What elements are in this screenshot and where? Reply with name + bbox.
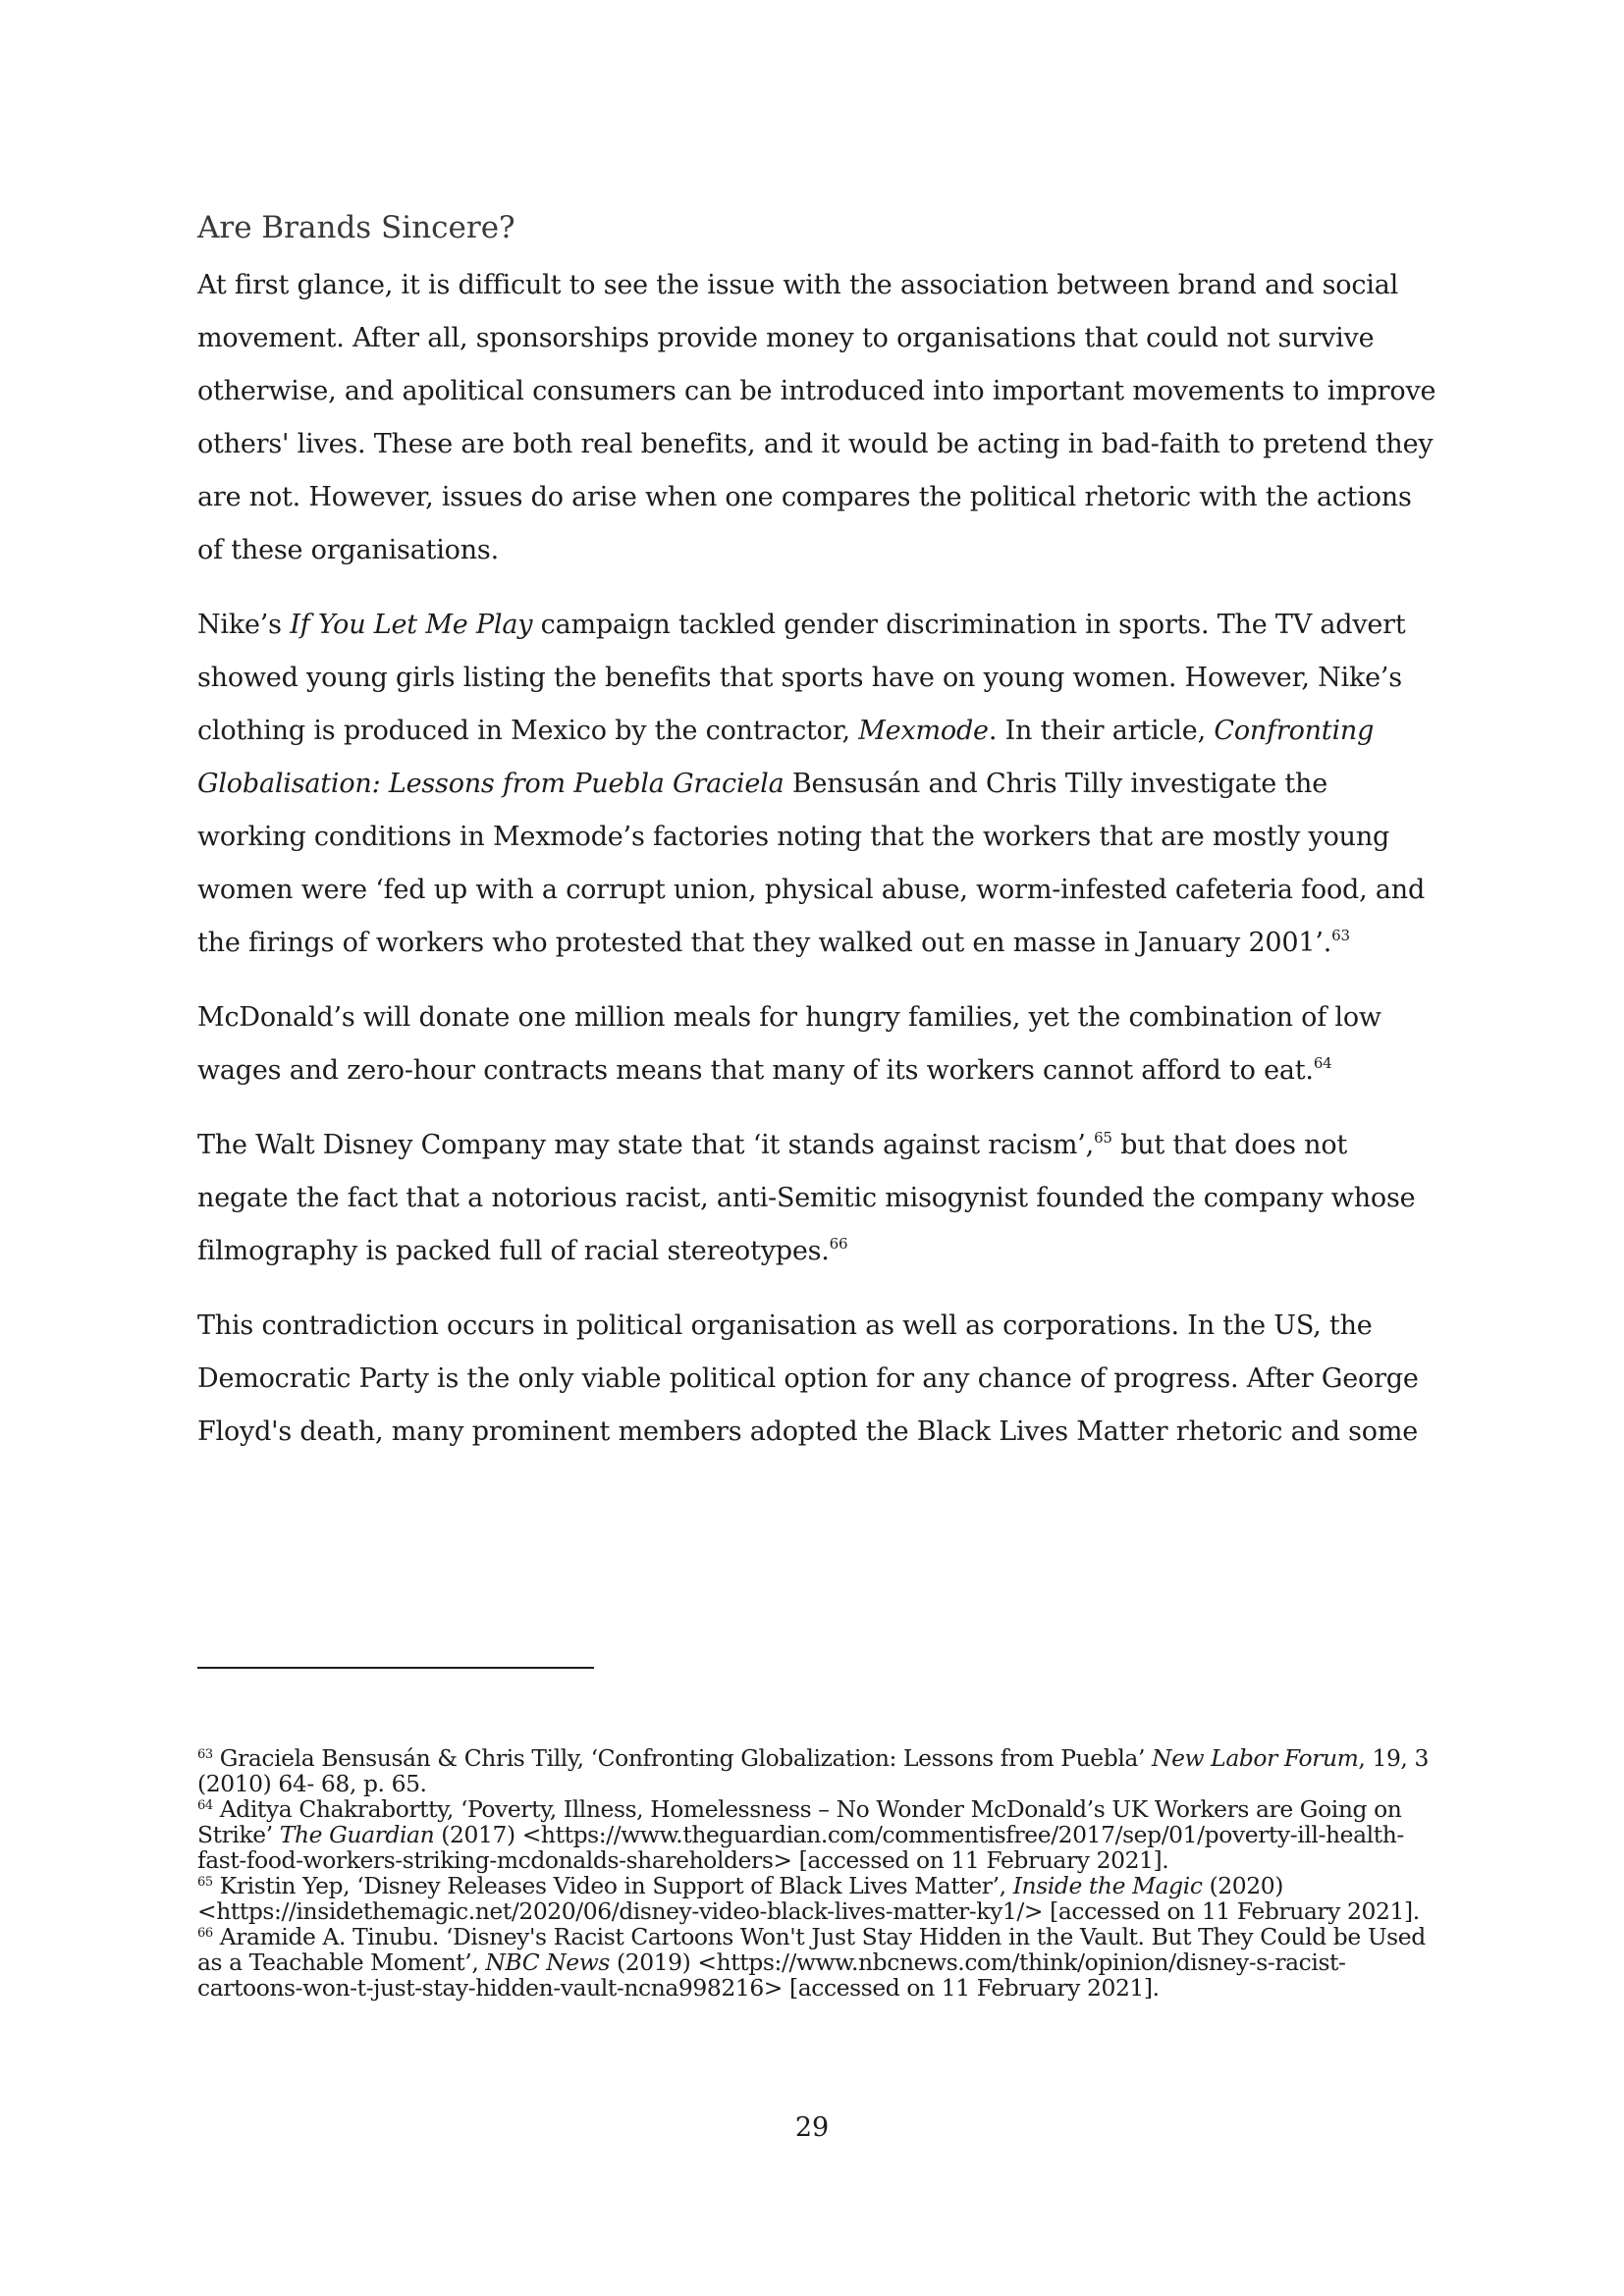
text-run: Graciela Bensusán & Chris Tilly, ‘Confronting Globalization: Lessons from Puebla’: [212, 1744, 1153, 1772]
footnote-63: [197, 1745, 1436, 1796]
italic-title: The Guardian: [279, 1821, 435, 1848]
text-run: McDonald’s will donate one million meals for hungry families, yet the combination of low wages and zero-hour contracts means that many of its workers cannot afford to eat.: [197, 1002, 1381, 1086]
text-run: Bensusán and Chris Tilly investigate the working conditions in Mexmode’s factories noting that the workers that are mostly young women were ‘fed up with a corrupt union, physical abuse, worm-infested cafeteria food, and the firings of workers who protested that they walked out en masse in January 2001’.: [197, 769, 1426, 958]
italic-title: Confronting Globalisation: Lessons from Puebla Graciela: [197, 716, 1375, 799]
text-run: (2019) <https://www.nbcnews.com/think/opinion/disney-s-racist-cartoons-won-t-just-stay-hidden-vault-ncna998216> [accessed on 11 February 2021].: [197, 1949, 1346, 2002]
paragraph-4: [197, 1119, 1436, 1278]
footnote-65: [197, 1873, 1436, 1924]
paragraph-2: [197, 599, 1436, 970]
paragraph-5: This contradiction occurs in political organisation as well as corporations. In the US, the Democratic Party is the only viable political option for any chance of progress. After George Floyd's death, many prominent members adopted the Black Lives Matter rhetoric and some: [197, 1310, 1419, 1447]
text-run: but that does not negate the fact that a notorious racist, anti-Semitic misogynist founded the company whose filmography is packed full of racial stereotypes.: [197, 1130, 1416, 1266]
text-run: Aditya Chakrabortty, ‘Poverty, Illness, Homelessness – No Wonder McDonald’s UK Workers are Going on Strike’: [197, 1795, 1402, 1848]
body-content: [197, 208, 1436, 1480]
footnote-number: 66: [197, 1926, 213, 1941]
text-run: (2017) <https://www.theguardian.com/commentisfree/2017/sep/01/poverty-ill-health-fast-food-workers-striking-mcdonalds-shareholders> [accessed on 11 February 2021].: [197, 1821, 1404, 1874]
text-run: Aramide A. Tinubu. ‘Disney's Racist Cartoons Won't Just Stay Hidden in the Vault. But They Could be Used as a Teachable Moment’,: [197, 1923, 1426, 1976]
text-run: , 19, 3 (2010) 64- 68, p. 65.: [197, 1744, 1429, 1797]
footnote-ref-65[interactable]: 65: [1094, 1129, 1112, 1147]
section-heading: Are Brands Sincere?: [197, 210, 515, 245]
footnote-64: [197, 1796, 1436, 1873]
text-run: Nike’s: [197, 610, 291, 640]
italic-title: Mexmode: [858, 716, 989, 746]
footnote-ref-63[interactable]: 63: [1331, 927, 1350, 944]
text-run: The Walt Disney Company may state that ‘it stands against racism’,: [197, 1130, 1095, 1160]
italic-title: Inside the Magic: [1012, 1872, 1203, 1899]
text-run: (2020) <https://insidethemagic.net/2020/06/disney-video-black-lives-matter-ky1/> [accessed on 11 February 2021].: [197, 1872, 1420, 1925]
text-run: Kristin Yep, ‘Disney Releases Video in Support of Black Lives Matter’,: [212, 1872, 1013, 1899]
footnote-separator: [197, 1667, 594, 1669]
paragraph-3: [197, 991, 1436, 1097]
footnote-number: 65: [197, 1875, 213, 1890]
italic-title: NBC News: [485, 1949, 610, 1976]
footnote-number: 63: [197, 1747, 213, 1762]
paragraph-1: At first glance, it is difficult to see the issue with the association between brand and social movement. After all, sponsorships provide money to organisations that could not survive otherwise, and apolitical consumers can be introduced into important movements to improve others' lives. These are both real benefits, and it would be acting in bad-faith to pretend they are not. However, issues do arise when one compares the political rhetoric with the actions of these organisations.: [197, 270, 1436, 565]
text-run: . In their article,: [988, 716, 1215, 746]
footnote-number: 64: [197, 1798, 213, 1813]
italic-title: New Labor Forum: [1152, 1744, 1359, 1772]
footnote-66: [197, 1924, 1436, 2001]
text-run: campaign tackled gender discrimination in sports. The TV advert showed young girls listing the benefits that sports have on young women. However, Nike’s clothing is produced in Mexico by the contractor,: [197, 610, 1406, 746]
footnote-ref-64[interactable]: 64: [1313, 1054, 1332, 1072]
footnote-ref-66[interactable]: 66: [829, 1235, 848, 1253]
page-number: 29: [794, 2112, 830, 2143]
footnotes: [197, 1745, 1436, 2001]
italic-title: If You Let Me Play: [290, 610, 533, 640]
